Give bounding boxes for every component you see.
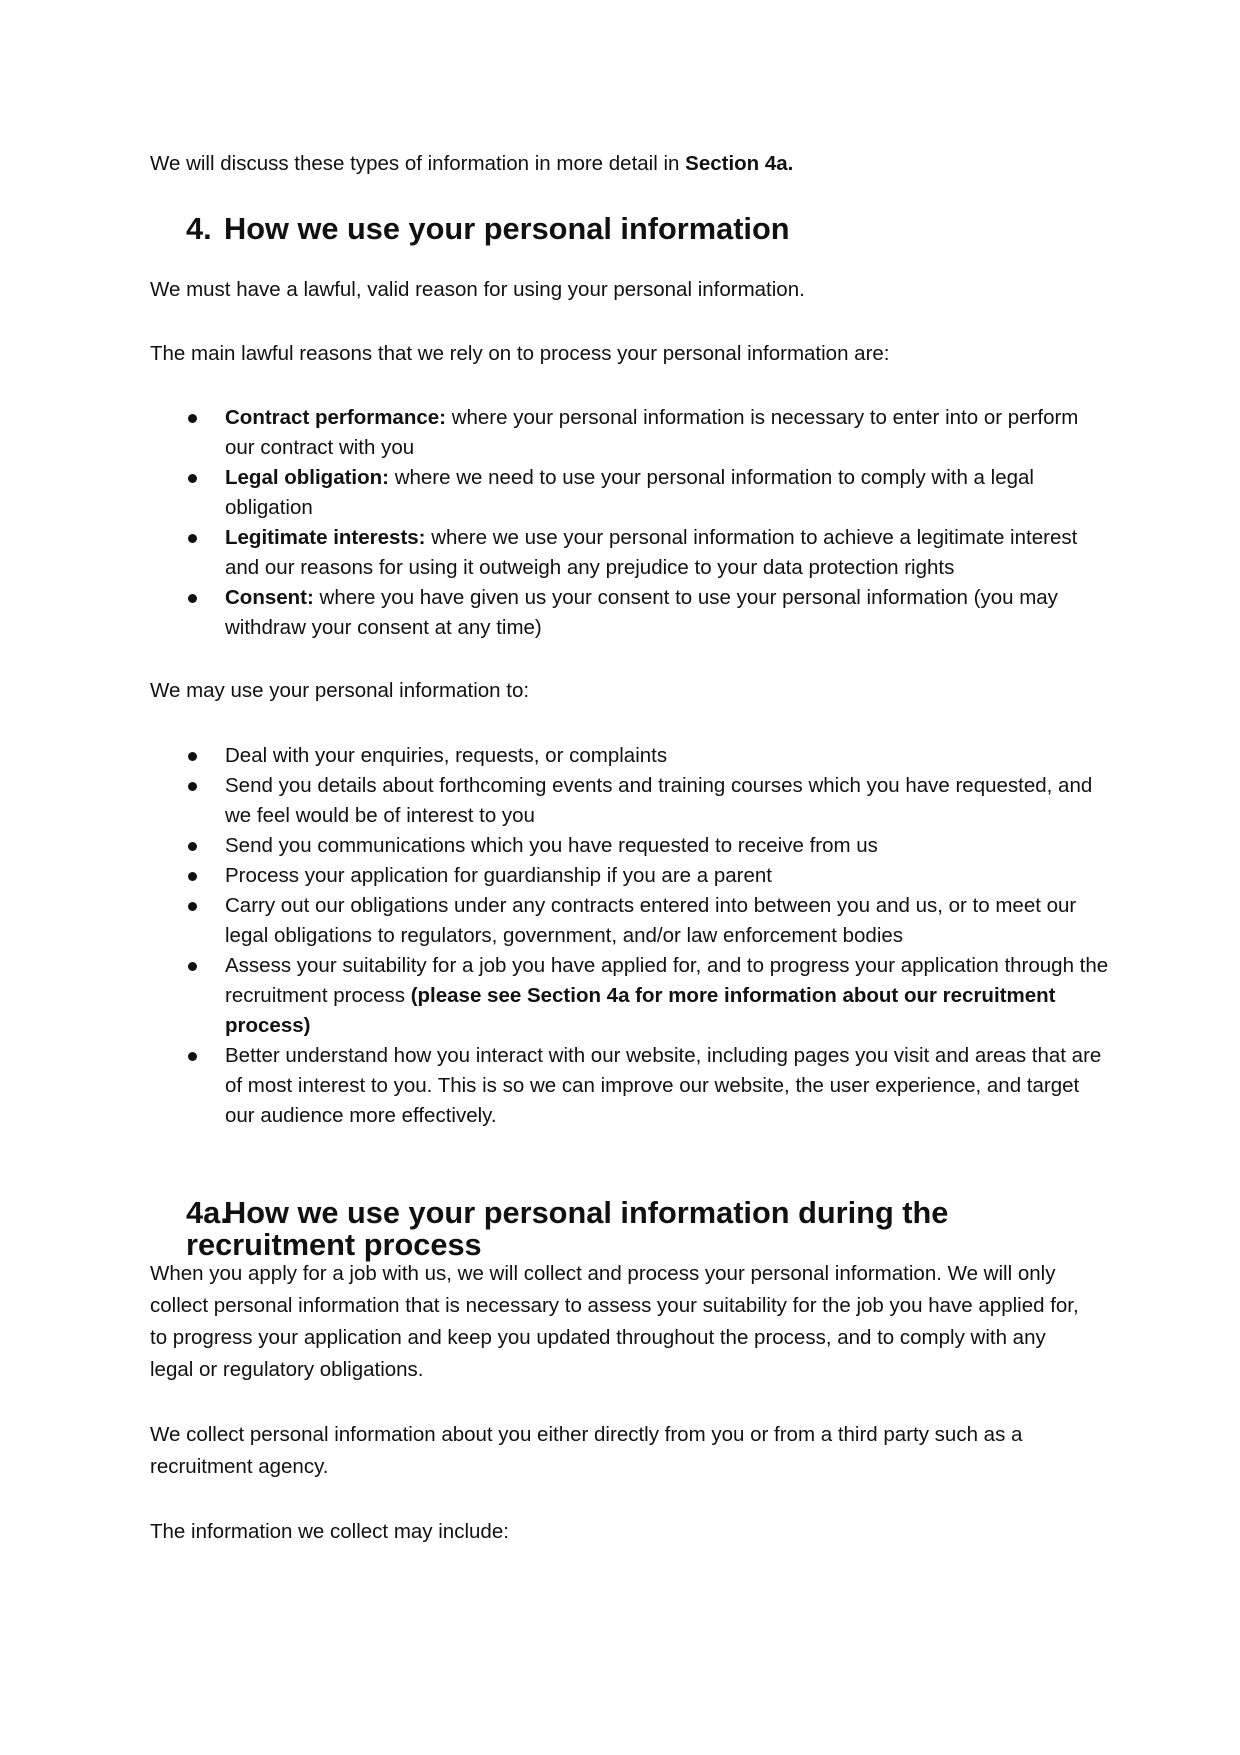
intro-paragraph bbox=[150, 148, 1090, 180]
bullet-icon bbox=[188, 474, 197, 483]
bullet-icon bbox=[188, 902, 197, 911]
recruitment-paragraph-2: We collect personal information about you either directly from you or from a third party such as a recruitment agency. bbox=[150, 1423, 1023, 1478]
list-item bbox=[150, 463, 1110, 523]
list-item bbox=[150, 403, 1110, 463]
bullet-icon bbox=[188, 782, 197, 791]
reason-text: where you have given us your consent to use your personal information (you may withdraw your consent at any time) bbox=[225, 586, 1058, 639]
use-text: Send you communications which you have requested to receive from us bbox=[225, 834, 878, 857]
reason-term: Legal obligation: bbox=[225, 466, 389, 489]
bullet-icon bbox=[188, 534, 197, 543]
section-4a-title: How we use your personal information during the recruitment process bbox=[186, 1195, 949, 1262]
reason-term: Legitimate interests: bbox=[225, 526, 426, 549]
use-text: Deal with your enquiries, requests, or complaints bbox=[225, 744, 668, 767]
list-item bbox=[150, 771, 1110, 831]
list-item bbox=[150, 583, 1110, 643]
recruitment-paragraph-3: The information we collect may include: bbox=[150, 1520, 509, 1543]
may-use-paragraph: We may use your personal information to: bbox=[150, 679, 530, 702]
list-item bbox=[150, 741, 1110, 771]
bullet-icon bbox=[188, 752, 197, 761]
list-item bbox=[150, 1041, 1110, 1131]
bullet-icon bbox=[188, 594, 197, 603]
section-4a-number: 4a. bbox=[186, 1195, 229, 1230]
uses-list bbox=[150, 741, 1110, 1131]
reason-text: where we use your personal information to achieve a legitimate interest and our reasons for using it outweigh any prejudice to your data protection rights bbox=[225, 526, 1078, 579]
reason-term: Consent: bbox=[225, 586, 314, 609]
section-4a-heading bbox=[186, 1197, 1086, 1261]
use-text: Process your application for guardianship if you are a parent bbox=[225, 864, 772, 887]
use-text: Send you details about forthcoming events and training courses which you have requested, and we feel would be of interest to you bbox=[225, 774, 1093, 827]
lawful-reasons-list bbox=[150, 403, 1110, 643]
list-item bbox=[150, 831, 1110, 861]
main-reasons-paragraph: The main lawful reasons that we rely on to process your personal information are: bbox=[150, 342, 890, 365]
use-text: Carry out our obligations under any contracts entered into between you and us, or to meet our legal obligations to regulators, government, and/or law enforcement bodies bbox=[225, 894, 1077, 947]
list-item bbox=[150, 951, 1110, 1041]
section-4-heading bbox=[186, 213, 1086, 245]
bullet-icon bbox=[188, 842, 197, 851]
intro-text: We will discuss these types of information in more detail in bbox=[150, 152, 686, 175]
list-item bbox=[150, 861, 1110, 891]
reason-text: where we need to use your personal information to comply with a legal obligation bbox=[225, 466, 1034, 519]
recruitment-paragraph-1: When you apply for a job with us, we will collect and process your personal information. We will only collect personal information that is necessary to assess your suitability for the job you have applied for, to progress your application and keep you updated throughout the process, and to comply with any legal or regulatory obligations. bbox=[150, 1262, 1079, 1381]
list-item bbox=[150, 891, 1110, 951]
section-4-number: 4. bbox=[186, 211, 212, 246]
reason-text: where your personal information is necessary to enter into or perform our contract with you bbox=[225, 406, 1079, 459]
bullet-icon bbox=[188, 1052, 197, 1061]
intro-section-ref: Section 4a. bbox=[685, 152, 794, 175]
use-text: Better understand how you interact with our website, including pages you visit and areas that are of most interest to you. This is so we can improve our website, the user experience, and target our audience more effectively. bbox=[225, 1044, 1102, 1127]
bullet-icon bbox=[188, 872, 197, 881]
section-4-title: How we use your personal information bbox=[224, 211, 790, 246]
use-text: Assess your suitability for a job you have applied for, and to progress your application through the recruitment process bbox=[225, 954, 1109, 1007]
use-text-bold: (please see Section 4a for more information about our recruitment process) bbox=[225, 984, 1056, 1037]
bullet-icon bbox=[188, 414, 197, 423]
bullet-icon bbox=[188, 962, 197, 971]
lawful-reason-paragraph: We must have a lawful, valid reason for using your personal information. bbox=[150, 278, 805, 301]
list-item bbox=[150, 523, 1110, 583]
reason-term: Contract performance: bbox=[225, 406, 446, 429]
